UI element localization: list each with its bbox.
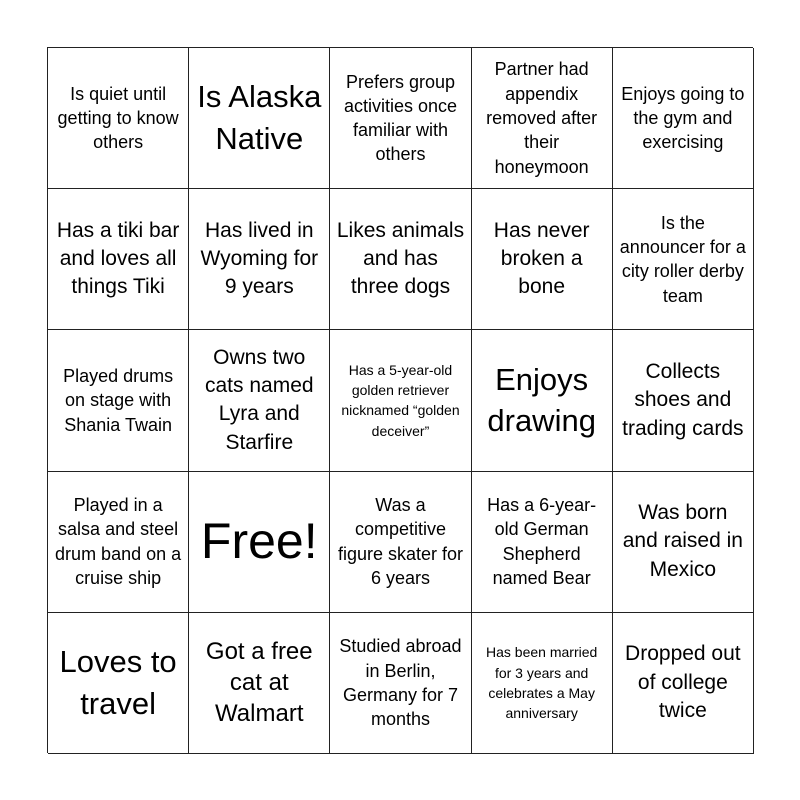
bingo-cell-r1-c4[interactable] <box>472 48 613 189</box>
bingo-cell-r3-c5[interactable] <box>613 330 754 471</box>
cell-text: Dropped out of college twice <box>625 642 741 723</box>
bingo-cell-r3-c1[interactable] <box>48 330 189 471</box>
bingo-cell-r3-c4[interactable] <box>472 330 613 471</box>
cell-text: Loves to travel <box>59 644 177 721</box>
cell-text: Is quiet until getting to know others <box>57 83 179 153</box>
cell-text: Is Alaska Native <box>197 79 322 157</box>
cell-text: Was born and raised in Mexico <box>622 501 743 581</box>
bingo-cell-r1-c5[interactable] <box>613 48 754 189</box>
bingo-cell-r2-c3[interactable] <box>330 189 471 330</box>
bingo-cell-r4-c5[interactable] <box>613 472 754 613</box>
bingo-cell-r2-c4[interactable] <box>472 189 613 330</box>
cell-text: Has a 6-year-old German Shepherd named Bear <box>487 495 597 588</box>
bingo-cell-r5-c1[interactable] <box>48 613 189 754</box>
bingo-cell-r5-c3[interactable] <box>330 613 471 754</box>
cell-text: Has a tiki bar and loves all things Tiki <box>56 218 180 299</box>
cell-text: Got a free cat at Walmart <box>205 638 313 728</box>
cell-text: Partner had appendix removed after their honeymoon <box>486 59 598 177</box>
bingo-cell-r1-c1[interactable] <box>48 48 189 189</box>
bingo-cell-r3-c2[interactable] <box>189 330 330 471</box>
bingo-cell-r4-c1[interactable] <box>48 472 189 613</box>
cell-text: Is the announcer for a city roller derby team <box>619 212 746 306</box>
cell-text: Has a 5-year-old golden retriever nicknamed “golden deceiver” <box>341 361 460 439</box>
bingo-cell-r4-c4[interactable] <box>472 472 613 613</box>
cell-text: Enjoys drawing <box>487 361 596 439</box>
free-space-text: Free! <box>200 513 318 570</box>
bingo-cell-r4-c3[interactable] <box>330 472 471 613</box>
cell-text: Owns two cats named Lyra and Starfire <box>205 345 314 454</box>
cell-text: Played drums on stage with Shania Twain <box>63 366 174 435</box>
bingo-cell-r5-c5[interactable] <box>613 613 754 754</box>
cell-text: Enjoys going to the gym and exercising <box>621 83 745 153</box>
cell-text: Has never broken a bone <box>493 218 590 299</box>
bingo-cell-r3-c3[interactable] <box>330 330 471 471</box>
cell-text: Played in a salsa and steel drum band on a cruise ship <box>55 495 182 588</box>
cell-text: Was a competitive figure skater for 6 years <box>337 495 463 588</box>
bingo-cell-r5-c2[interactable] <box>189 613 330 754</box>
free-space-cell[interactable] <box>189 472 330 613</box>
bingo-board <box>47 47 753 753</box>
bingo-cell-r1-c3[interactable] <box>330 48 471 189</box>
cell-text: Prefers group activities once familiar with others <box>343 71 457 165</box>
cell-text: Studied abroad in Berlin, Germany for 7 months <box>339 636 462 730</box>
bingo-cell-r2-c1[interactable] <box>48 189 189 330</box>
bingo-cell-r5-c4[interactable] <box>472 613 613 754</box>
cell-text: Has lived in Wyoming for 9 years <box>200 218 319 299</box>
cell-text: Collects shoes and trading cards <box>622 359 744 440</box>
cell-text: Has been married for 3 years and celebrates a May anniversary <box>486 644 598 722</box>
bingo-cell-r2-c2[interactable] <box>189 189 330 330</box>
bingo-cell-r2-c5[interactable] <box>613 189 754 330</box>
cell-text: Likes animals and has three dogs <box>336 218 465 299</box>
bingo-cell-r1-c2[interactable] <box>189 48 330 189</box>
